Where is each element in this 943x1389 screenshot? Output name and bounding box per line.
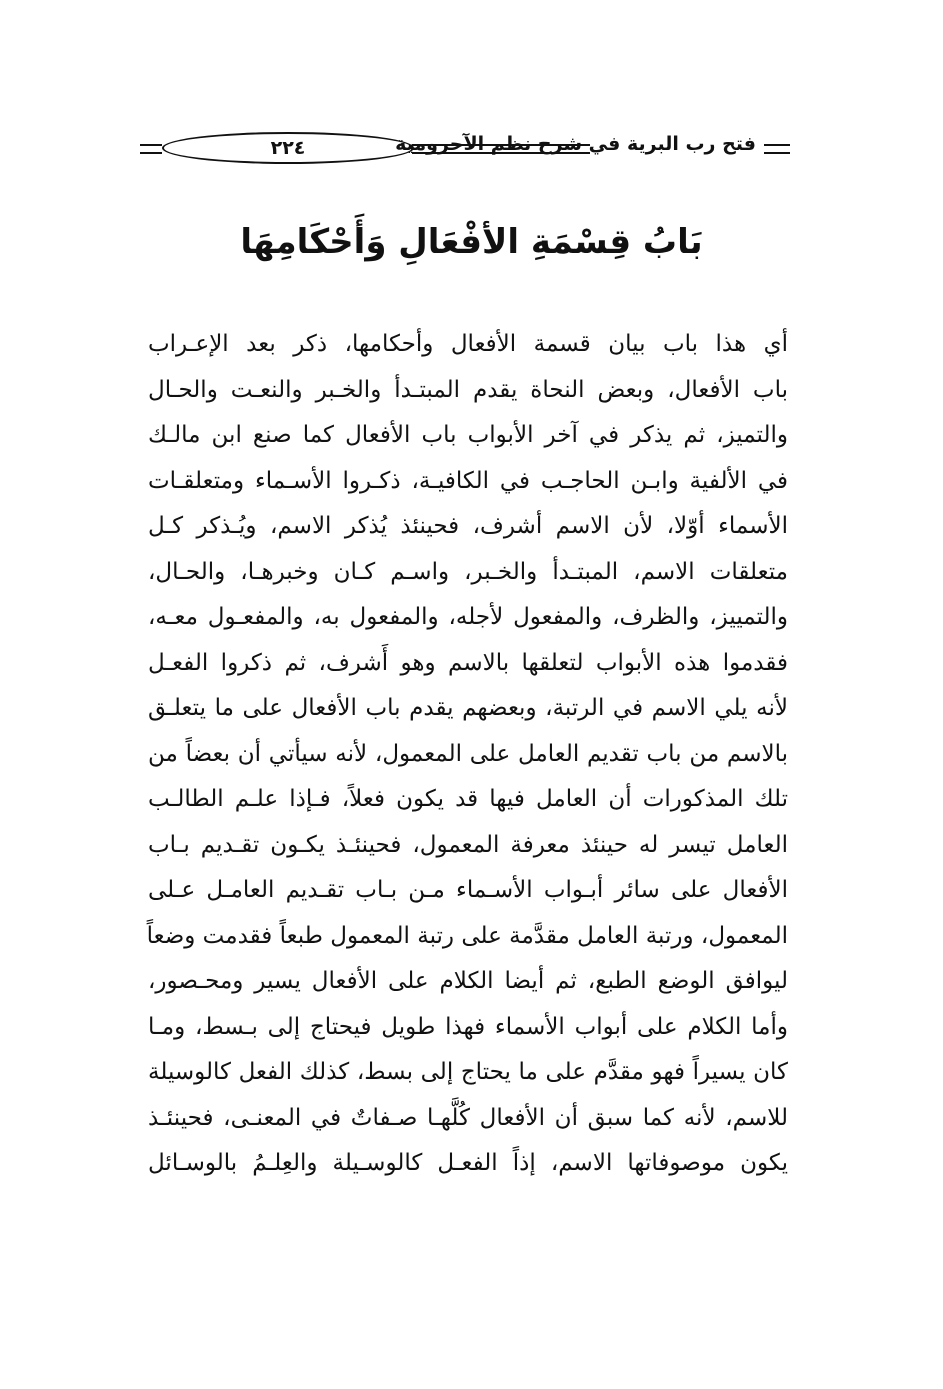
text-line: الأسماء أوّلا، لأن الاسم أشرف، فحينئذ يُذكر الاسم، ويُـذكر كـل [148, 513, 788, 539]
text-line: الأفعال على سائر أبـواب الأسـماء مـن بـاب تقـديم العامـل عـلى [148, 877, 788, 903]
text-line: تلك المذكورات أن العامل فيها قد يكون فعلاً، فـإذا علـم الطالـب [148, 786, 788, 812]
page-number: ٢٢٤ [270, 137, 306, 159]
text-line: باب الأفعال، وبعض النحاة يقدم المبتـدأ والخـبر والنعـت والحـال [148, 376, 788, 403]
header-rule-right [764, 144, 790, 154]
body-text [148, 322, 788, 1187]
header-rule-middle [412, 144, 590, 154]
text-line: المعمول، ورتبة العامل مقدَّمة على رتبة المعمول طبعاً فقدمت وضعاً [146, 922, 788, 949]
text-line: بالاسم من باب تقديم العامل على المعمول، لأنه سيأتي أن بعضاً من [148, 740, 788, 767]
page-number-oval [162, 132, 414, 164]
running-header [140, 130, 790, 166]
text-line: لأنه يلي الاسم في الرتبة، وبعضهم يقدم باب الأفعال على ما يتعلـق [148, 695, 788, 721]
running-title: فتح رب البرية في شرح نظم الآجرومية [395, 133, 756, 155]
text-line: ليوافق الوضع الطبع، ثم أيضا الكلام على الأفعال يسير ومحـصور، [148, 968, 788, 994]
text-line: متعلقات الاسم، المبتـدأ والخـبر، واسـم كـان وخبرهـا، والحـال، [148, 558, 788, 585]
text-line: للاسم، لأنه كما سبق أن الأفعال كُلَّهـا صـفاتٌ في المعنـى، فحينئـذ [148, 1104, 788, 1131]
header-rule-left [140, 144, 162, 154]
text-line: والتمييز، والظرف، والمفعول لأجله، والمفعول به، والمفعـول معـه، [148, 604, 788, 630]
text-line: العامل تيسر له حينئذ معرفة المعمول، فحينئـذ يكـون تقـديم بـاب [148, 831, 788, 858]
text-line: وأما الكلام على أبواب الأسماء فهذا طويل فيحتاج إلى بـسط، ومـا [148, 1013, 788, 1040]
text-line: في الألفية وابـن الحاجـب في الكافيـة، ذكـروا الأسـماء ومتعلقـات [148, 467, 788, 494]
text-line: فقدموا هذه الأبواب لتعلقها بالاسم وهو أَشرف، ثم ذكروا الفعـل [148, 649, 788, 676]
text-line: أي هذا باب بيان قسمة الأفعال وأحكامها، ذكر بعد الإعـراب [148, 331, 788, 357]
text-line: يكون موصوفاتها الاسم، إذاً الفعـل كالوسـيلة والعِلـمُ بالوسـائل [148, 1150, 788, 1176]
chapter-title: بَابُ قِسْمَةِ الأفْعَالِ وَأَحْكَامِهَا [240, 222, 703, 262]
text-line: كان يسيراً فهو مقدَّم على ما يحتاج إلى بسط، كذلك الفعل كالوسيلة [148, 1059, 788, 1085]
text-line: والتميز، ثم يذكر في آخر الأبواب باب الأفعال كما صنع ابن مالـك [148, 422, 788, 448]
